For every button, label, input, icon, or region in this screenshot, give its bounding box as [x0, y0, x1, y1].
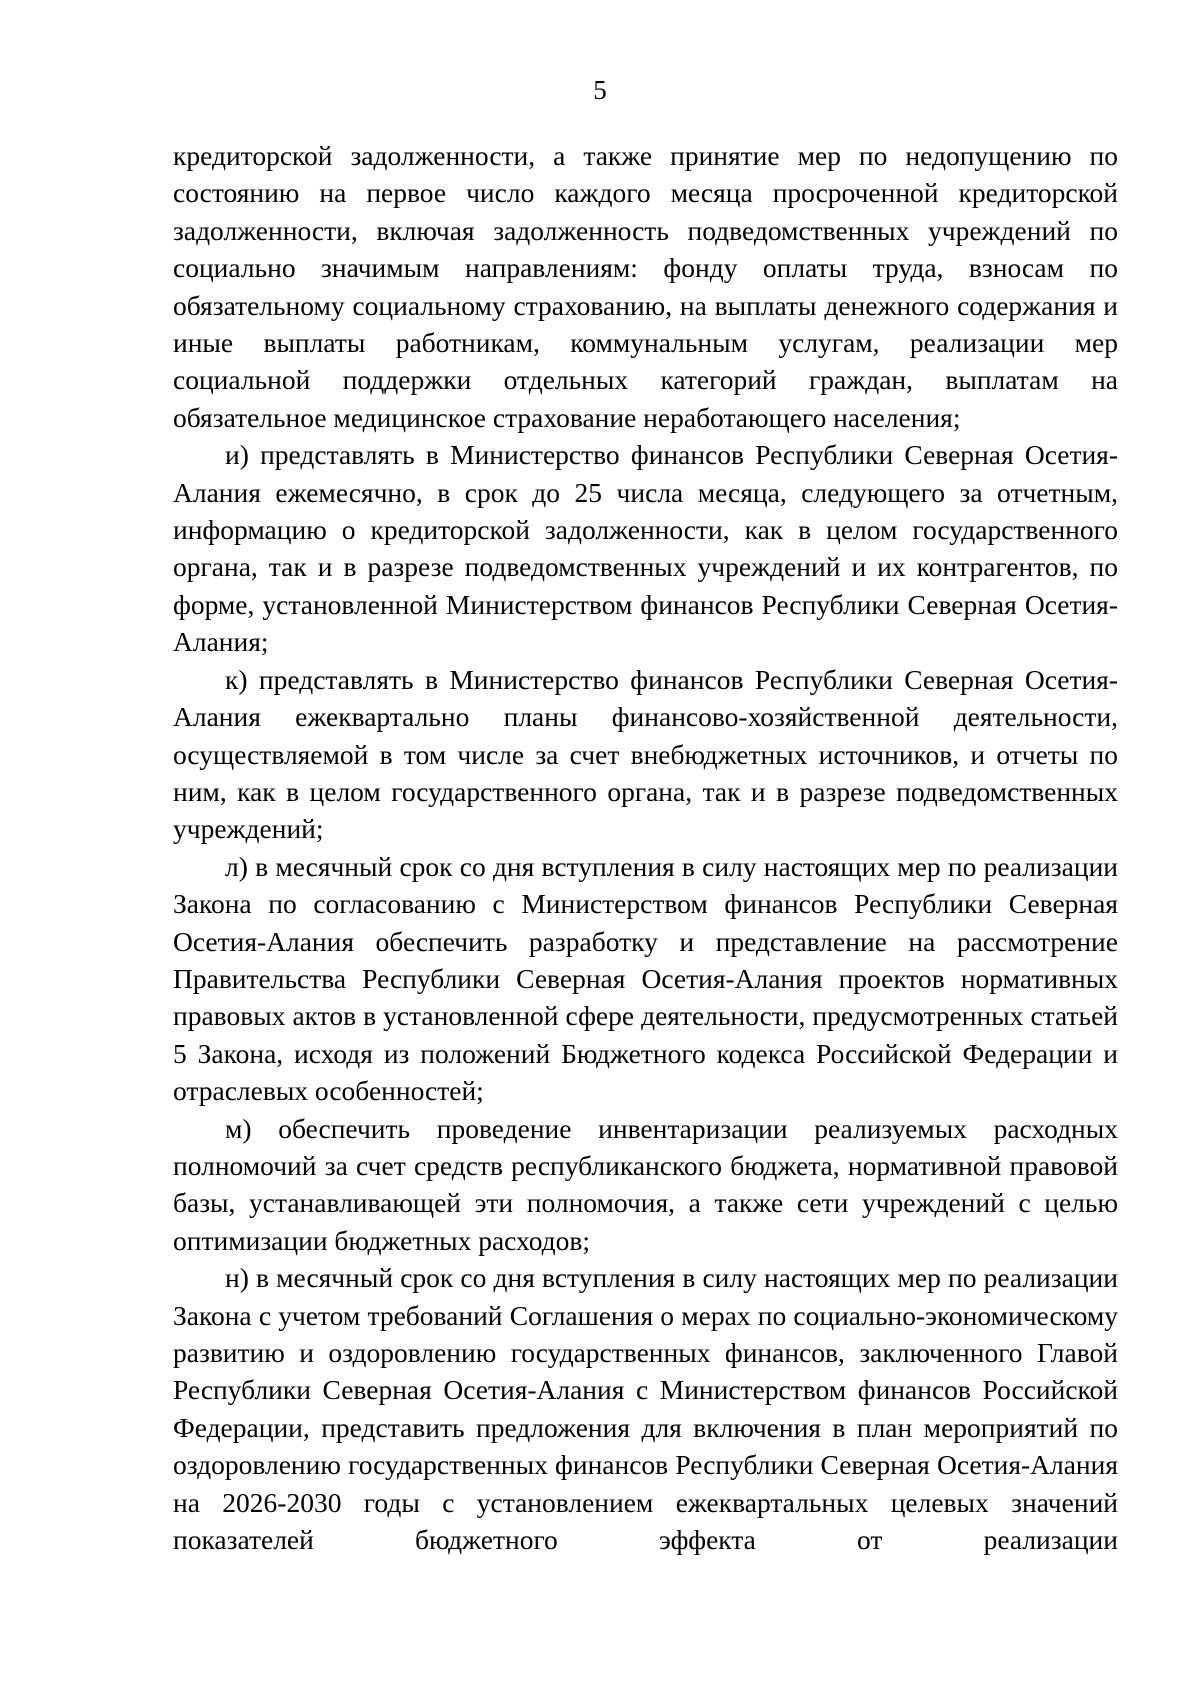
paragraph-item-k: к) представлять в Министерство финансов Республики Северная Осетия-Алания ежеквартально планы финансово-хозяйственной деятельности, осуществляемой в том числе за счет внебюджетных источников, и отчеты по ним, как в целом государственного органа, так и в разрезе подведомственных учреждений; — [173, 663, 1118, 845]
paragraph-item-n: н) в месячный срок со дня вступления в силу настоящих мер по реализации Закона с учетом требований Соглашения о мерах по социально-экономическому развитию и оздоровлению государственных финансов, заключенного Главой Республики Северная Осетия-Алания с Министерством финансов Российской Федерации, представить предложения для включения в план мероприятий по оздоровлению государственных финансов Республики Северная Осетия-Алания на 2026-2030 годы с установлением ежеквартальных целевых значений показателей бюджетного эффекта от реализации — [173, 1262, 1118, 1556]
page-number: 5 — [593, 75, 607, 105]
paragraph-continuation: кредиторской задолженности, а также принятие мер по недопущению по состоянию на первое число каждого месяца просроченной кредиторской задолженности, включая задолженность подведомственных учреждений по социально значимым направлениям: фонду оплаты труда, взносам по обязательному социальному страхованию, на выплаты денежного содержания и иные выплаты работникам, коммунальным услугам, реализации мер социальной поддержки отдельных категорий граждан, выплатам на обязательное медицинское страхование неработающего населения; — [173, 140, 1118, 433]
document-body — [173, 137, 1118, 1558]
paragraph-item-i: и) представлять в Министерство финансов Республики Северная Осетия-Алания ежемесячно, в срок до 25 числа месяца, следующего за отчетным, информацию о кредиторской задолженности, как в целом государственного органа, так и в разрезе подведомственных учреждений и их контрагентов, по форме, установленной Министерством финансов Республики Северная Осетия-Алания; — [173, 439, 1118, 658]
paragraph-item-l: л) в месячный срок со дня вступления в силу настоящих мер по реализации Закона по согласованию с Министерством финансов Республики Северная Осетия-Алания обеспечить разработку и представление на рассмотрение Правительства Республики Северная Осетия-Алания проектов нормативных правовых актов в установленной сфере деятельности, предусмотренных статьей 5 Закона, исходя из положений Бюджетного кодекса Российской Федерации и отраслевых особенностей; — [173, 850, 1118, 1107]
paragraph-item-m: м) обеспечить проведение инвентаризации реализуемых расходных полномочий за счет средств республиканского бюджета, нормативной правовой базы, устанавливающей эти полномочия, а также сети учреждений с целью оптимизации бюджетных расходов; — [173, 1112, 1118, 1256]
